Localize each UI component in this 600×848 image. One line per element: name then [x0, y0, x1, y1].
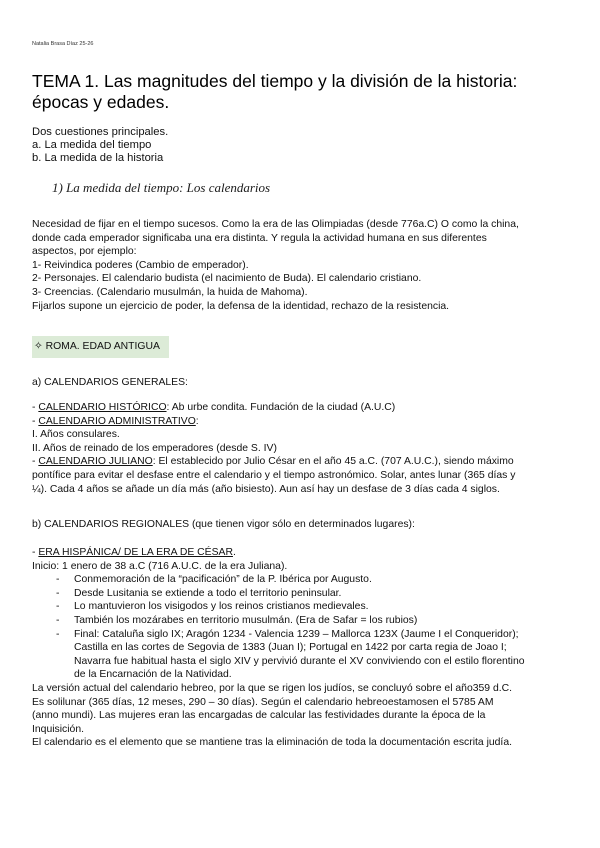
list-item-text: - También los mozárabes en territorio musulmán. (Era de Safar = los rubios) — [74, 614, 418, 626]
paragraph-line: 1- Reivindica poderes (Cambio de emperador). — [32, 259, 249, 271]
term-description: : El establecido por Julio César en el año 45 a.C. (707 A.U.C.), siendo máximo — [152, 456, 514, 468]
highlighted-heading: ✧ ROMA. EDAD ANTIGUA — [32, 336, 169, 358]
regionales-body — [32, 546, 572, 750]
paragraph-line: I. Años consulares. — [32, 429, 120, 441]
list-item-text: - Conmemoración de la “pacificación” de la P. Ibérica por Augusto. — [74, 574, 372, 586]
paragraph-line: donde cada emperador significaba una era distinta. Y regula la actividad humana en sus diferentes — [32, 232, 487, 244]
section1-body — [32, 218, 572, 313]
underlined-term: ERA HISPÁNICA/ DE LA ERA DE CÉSAR — [38, 547, 233, 558]
page-title — [32, 71, 572, 113]
list-item — [74, 600, 572, 614]
list-item-text: de la Encarnación de la Natividad. — [74, 669, 232, 681]
era-bullet-list — [32, 573, 572, 682]
term-description: : — [195, 415, 199, 427]
generales-body — [32, 401, 572, 496]
paragraph-line: ¼). Cada 4 años se añade un día más (año bisiesto). Aun así hay un desfase de 3 días cada 4 siglos. — [32, 483, 500, 495]
paragraph-line: Necesidad de fijar en el tiempo sucesos. Como la era de las Olimpiadas (desde 776a.C) O como la china, — [32, 219, 519, 230]
paragraph-line: El calendario es el elemento que se mantiene tras la eliminación de toda la documentación escrita judía. — [32, 737, 512, 749]
list-item — [74, 628, 572, 682]
paragraph-line: Inquisición. — [32, 723, 84, 735]
juliano-line — [32, 455, 572, 469]
regionales-heading: b) CALENDARIOS REGIONALES (que tienen vigor sólo en determinados lugares): — [32, 519, 415, 530]
paragraph-line: 3- Creencias. (Calendario musulmán, la huida de Mahoma). — [32, 286, 308, 298]
list-item — [74, 587, 572, 601]
paragraph-line: Es solilunar (365 días, 12 meses, 290 – 30 días). Según el calendario hebreoestamosen el 5785 AM — [32, 696, 494, 708]
term-description: : Ab urbe condita. Fundación de la ciudad (A.U.C) — [166, 402, 396, 413]
admin-line — [32, 415, 572, 429]
dash: - — [32, 415, 39, 427]
paragraph-line: pontífice para evitar el desfase entre el calendario y el tiempo astronómico. Solar, antes lunar (365 días y — [32, 469, 516, 481]
paragraph-line: (anno mundi). Las mujeres eran las encargadas de calcular las festividades durante la época de la — [32, 710, 486, 722]
list-item — [74, 614, 572, 628]
underlined-term: CALENDARIO HISTÓRICO — [38, 402, 167, 413]
paragraph-line: Fijarlos supone un ejercicio de poder, la defensa de la identidad, rechazo de la resistencia. — [32, 300, 450, 312]
paragraph-line: Inicio: 1 enero de 38 a.C (716 A.U.C. de la era Juliana). — [32, 560, 288, 572]
paragraph-line: II. Años de reinado de los emperadores (desde S. IV) — [32, 442, 277, 454]
section-heading: 1) La medida del tiempo: Los calendarios — [52, 180, 271, 195]
term-description: . — [232, 547, 236, 558]
era-line — [32, 546, 572, 560]
intro-line: a. La medida del tiempo — [32, 139, 152, 152]
underlined-term: CALENDARIO JULIANO — [38, 456, 153, 468]
intro-line: Dos cuestiones principales. — [32, 126, 169, 138]
list-item — [74, 573, 572, 587]
title-line: épocas y edades. — [32, 92, 170, 112]
paragraph-line: La versión actual del calendario hebreo, por la que se rigen los judíos, se concluyó sobre el año359 d.C. — [32, 682, 513, 694]
dash: - — [32, 402, 39, 413]
paragraph-line: aspectos, por ejemplo: — [32, 246, 137, 258]
dash: - — [32, 547, 39, 558]
list-item-text: - Lo mantuvieron los visigodos y los reinos cristianos medievales. — [74, 601, 369, 613]
list-item-text: Navarra fue habitual hasta el siglo XIV y pervivió durante el XV conviviendo con el estilo florentino — [74, 655, 525, 667]
paragraph-line: 2- Personajes. El calendario budista (el nacimiento de Buda). El calendario cristiano. — [32, 273, 422, 285]
historico-line — [32, 401, 572, 415]
title-line: TEMA 1. Las magnitudes del tiempo y la división de la historia: — [32, 71, 518, 91]
list-item-text: Castilla en las cortes de Segovia de 1383 (Juan I); Portugal en 1422 por carta regia de Joao I; — [74, 642, 507, 654]
list-item-text: - Desde Lusitania se extiende a todo el territorio peninsular. — [74, 587, 342, 599]
intro-line: b. La medida de la historia — [32, 152, 164, 165]
list-item-text: - Final: Cataluña siglo IX; Aragón 1234 - Valencia 1239 – Mallorca 123X (Jaume I el Conqueridor); — [74, 628, 519, 640]
underlined-term: CALENDARIO ADMINISTRATIVO — [38, 415, 196, 427]
author-header: Natalia Brasa Díaz 25-26 — [32, 41, 94, 47]
generales-heading: a) CALENDARIOS GENERALES: — [32, 377, 188, 388]
dash: - — [32, 456, 39, 468]
intro-block — [32, 126, 572, 166]
